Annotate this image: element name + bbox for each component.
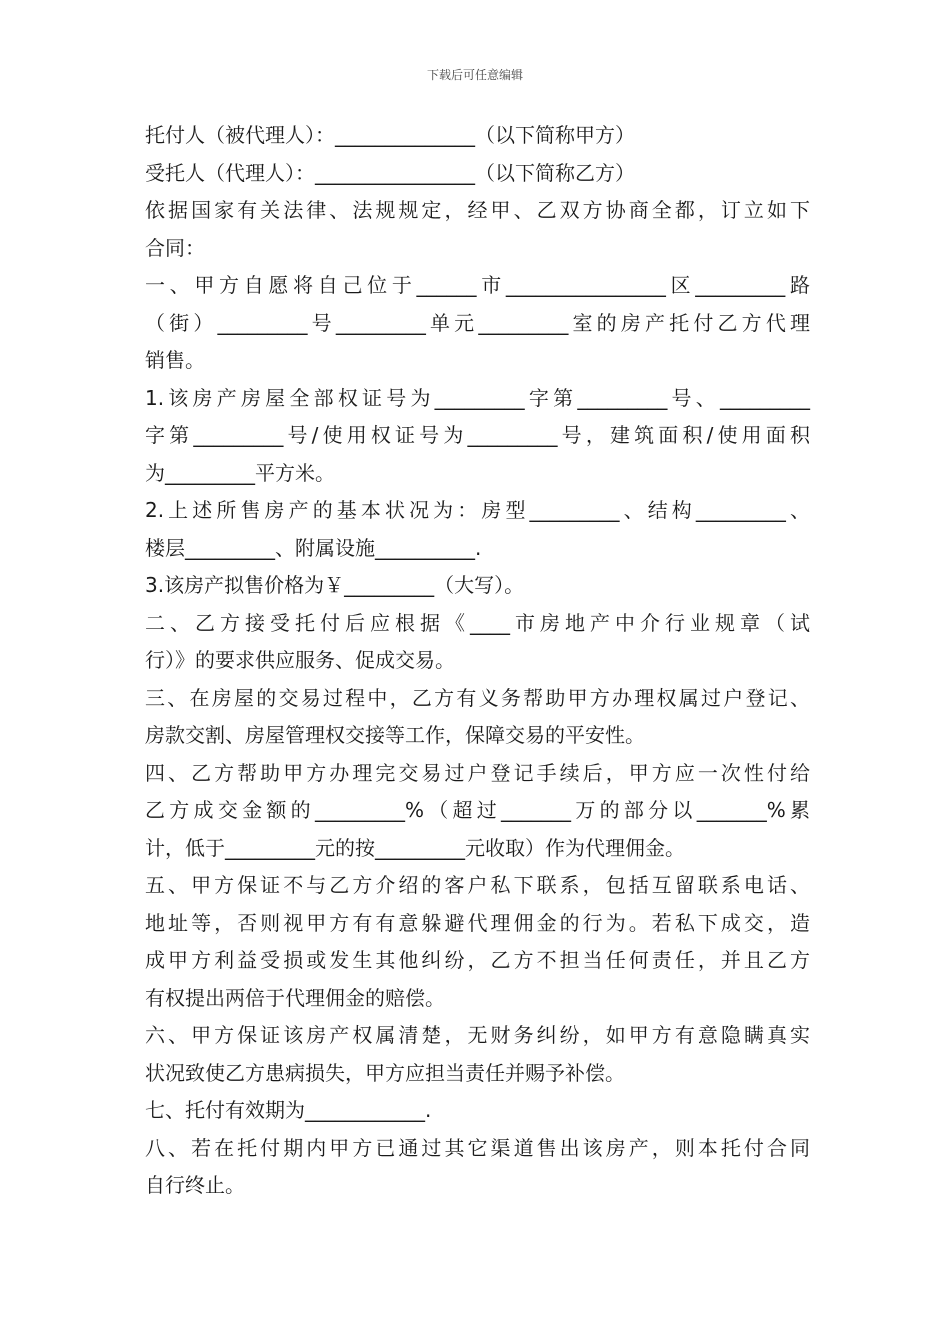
text-line: 依据国家有关法律、法规规定，经甲、乙双方协商全都，订立如下 [145, 198, 810, 222]
text-line: 七、托付有效期为____________. [145, 1098, 432, 1122]
text-line: 楼层_________、附属设施__________. [145, 535, 482, 560]
text-line: 行）》的要求供应服务、促成交易。 [145, 648, 455, 672]
text-line: 状况致使乙方患病损失，甲方应担当责任并赐予补偿。 [145, 1060, 625, 1085]
text-line: 为_________平方米。 [145, 460, 335, 485]
text-line: 八、若在托付期内甲方已通过其它渠道售出该房产，则本托付合同 [145, 1135, 810, 1160]
text-line: 2.上述所售房产的基本状况为：房型_________、结构_________、 [145, 498, 810, 522]
text-line: 3.该房产拟售价格为￥_________（大写）。 [145, 573, 525, 597]
text-line: 三、在房屋的交易过程中，乙方有义务帮助甲方办理权属过户登记、 [145, 685, 810, 710]
text-line: 自行终止。 [145, 1173, 245, 1197]
text-line: 地址等，否则视甲方有有意躲避代理佣金的行为。若私下成交，造 [145, 910, 810, 935]
text-line: 成甲方利益受损或发生其他纠纷，乙方不担当任何责任，并且乙方 [145, 948, 810, 972]
text-line: 五、甲方保证不与乙方介绍的客户私下联系，包括互留联系电话、 [145, 873, 810, 897]
contract-body [145, 117, 810, 1205]
text-line: 合同： [145, 235, 205, 260]
text-line: 字第_________号/使用权证号为_________号，建筑面积/使用面积 [145, 423, 810, 447]
text-line: 计，低于_________元的按_________元收取）作为代理佣金。 [145, 835, 685, 860]
text-line: 二、乙方接受托付后应根据《____市房地产中介行业规章（试 [145, 610, 810, 635]
text-line: 受托人（代理人）：________________（以下简称乙方） [145, 160, 635, 185]
text-line: （街）_________号_________单元_________室的房产托付乙方代理 [145, 310, 810, 335]
text-line: 乙方成交金额的_________%（超过_______万的部分以_______%累 [145, 798, 810, 822]
text-line: 托付人（被代理人）：______________（以下简称甲方） [145, 123, 635, 147]
text-line: 四、乙方帮助甲方办理完交易过户登记手续后，甲方应一次性付给 [145, 760, 810, 785]
text-line: 销售。 [145, 348, 205, 372]
text-line: 六、甲方保证该房产权属清楚，无财务纠纷，如甲方有意隐瞒真实 [145, 1023, 810, 1047]
text-line: 1.该房产房屋全部权证号为_________字第_________号、_________ [145, 385, 810, 410]
text-line: 一、甲方自愿将自己位于______市________________区_________路 [145, 273, 810, 297]
page-header: 下载后可任意编辑 [426, 68, 523, 82]
text-line: 房款交割、房屋管理权交接等工作，保障交易的平安性。 [145, 723, 645, 747]
text-line: 有权提出两倍于代理佣金的赔偿。 [145, 985, 445, 1010]
